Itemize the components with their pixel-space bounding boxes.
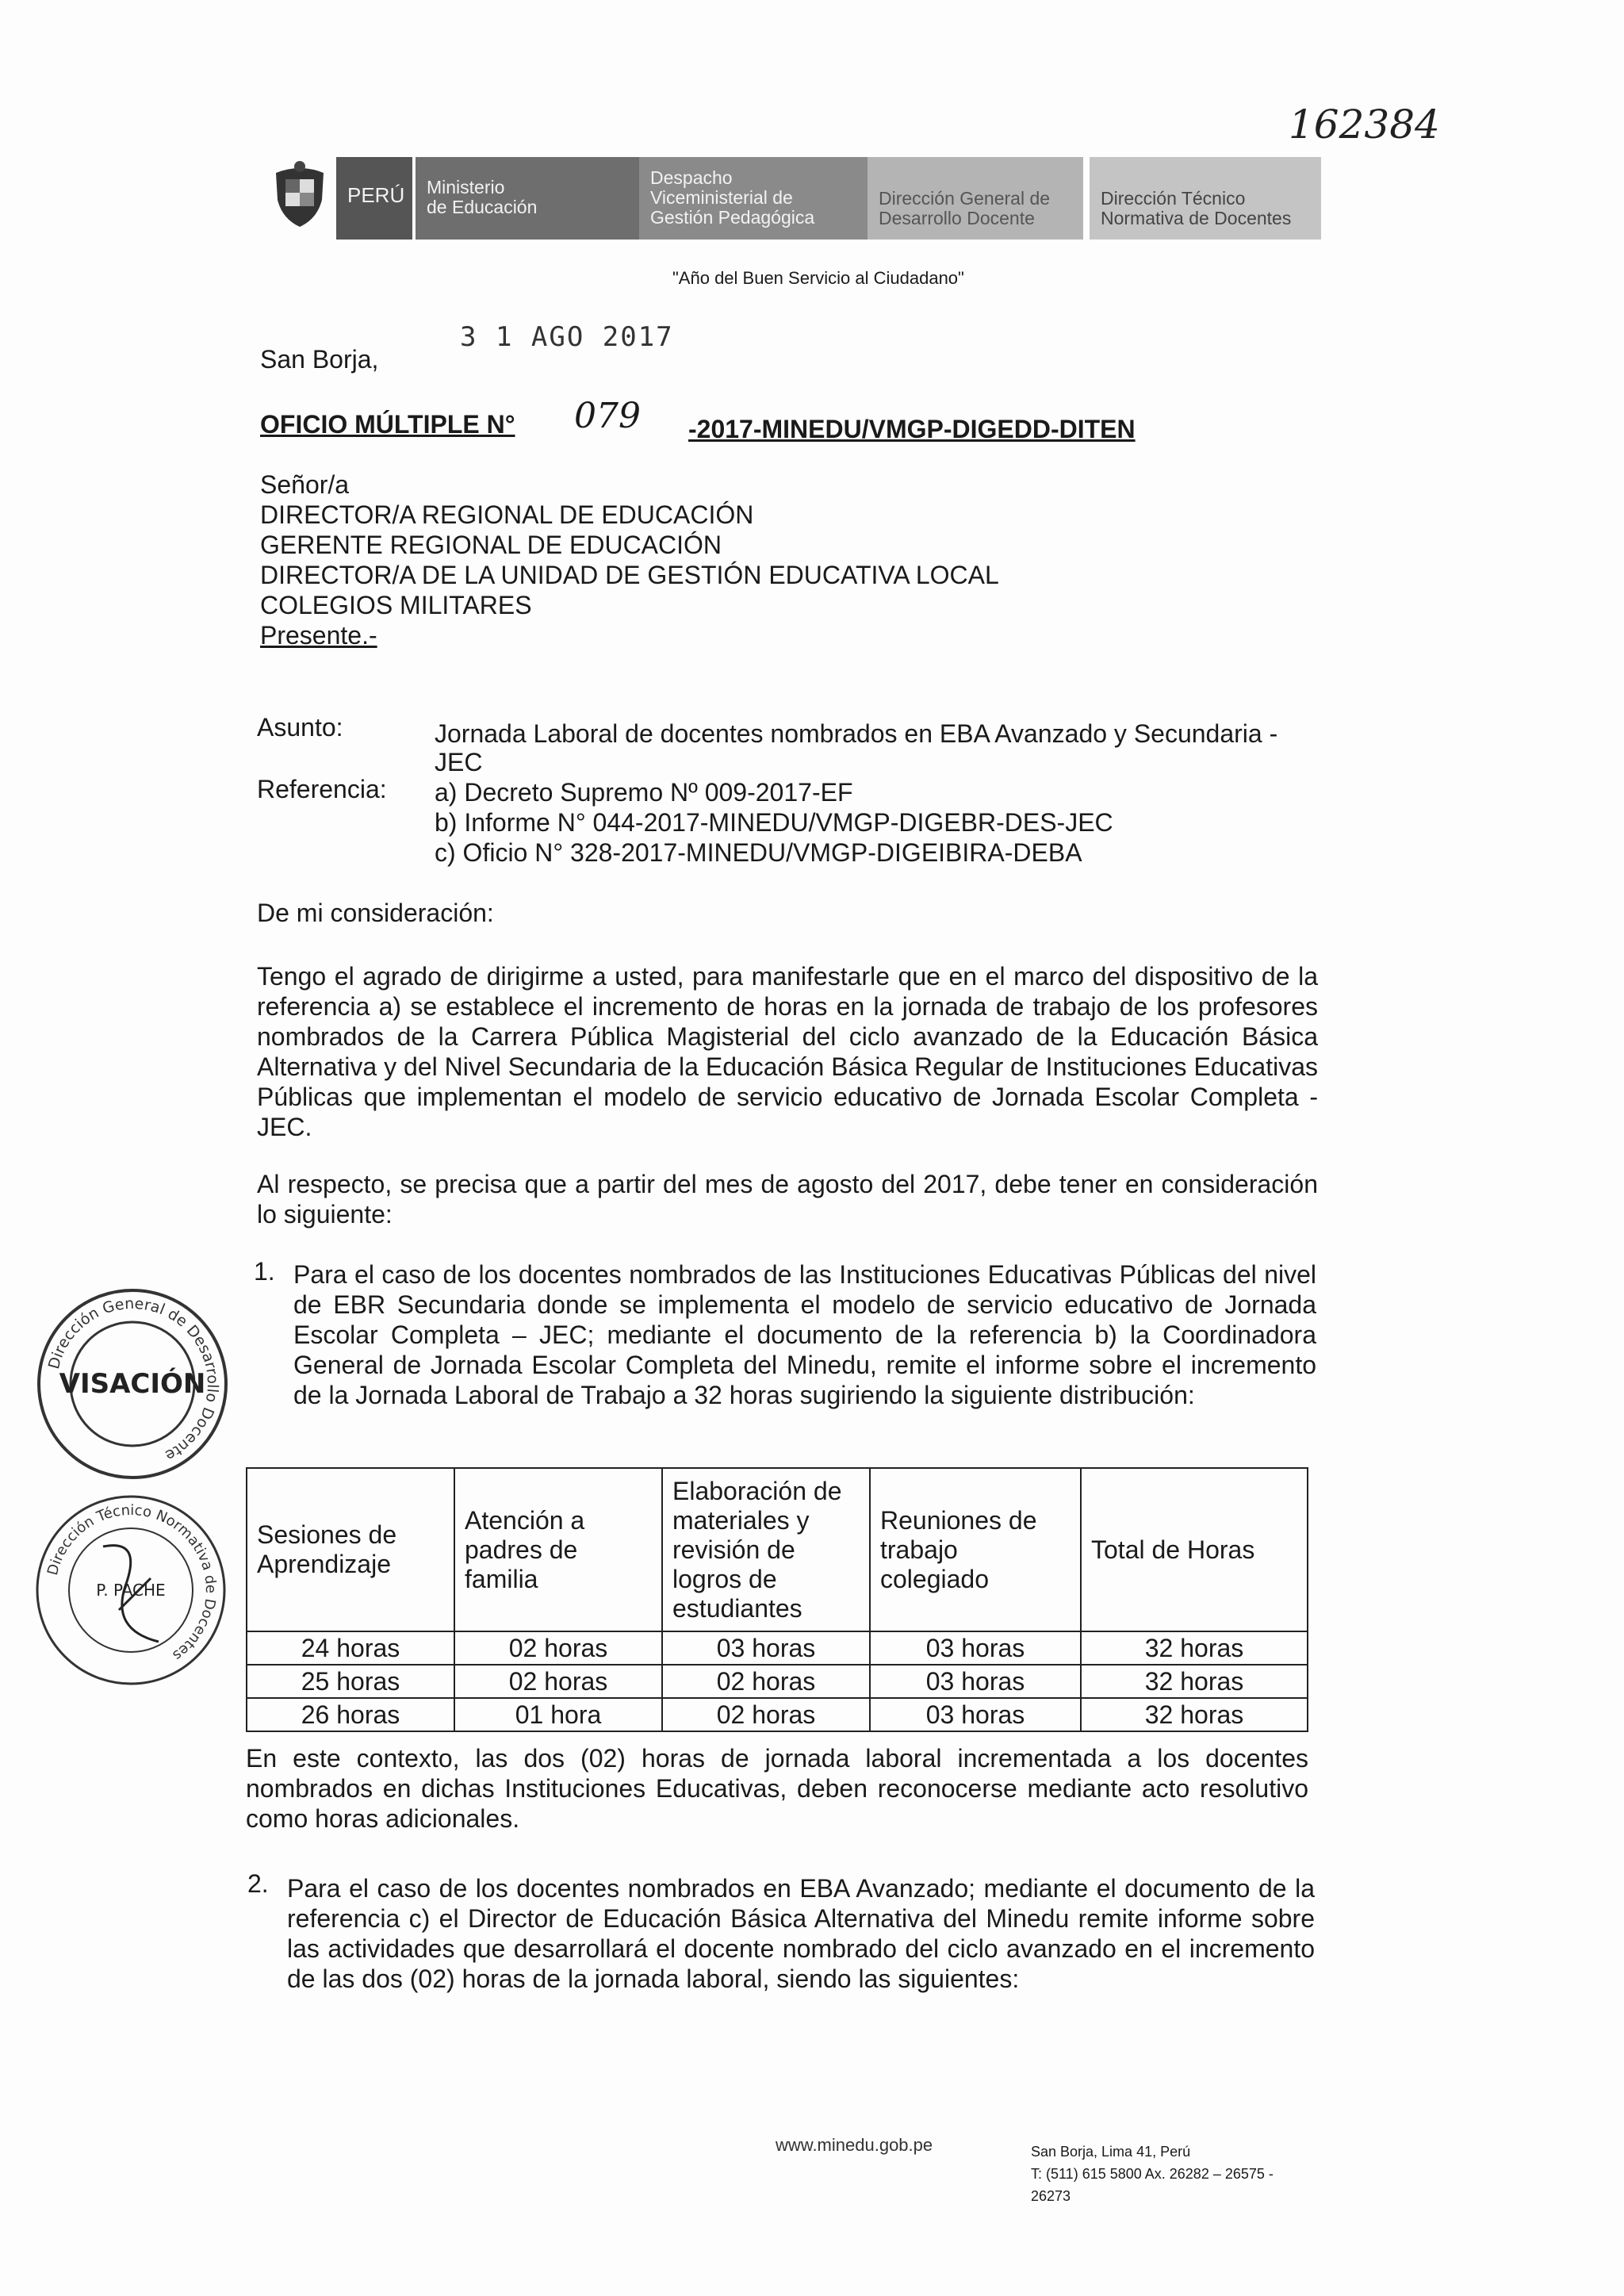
table-row	[247, 1698, 1308, 1731]
date-stamp: 3 1 AGO 2017	[460, 321, 674, 353]
visacion-ring-text: Dirección General de Desarrollo Docente	[44, 1294, 222, 1465]
asunto-line-1: Jornada Laboral de docentes nombrados en EBA Avanzado y Secundaria -	[435, 719, 1278, 748]
referencia-c: c) Oficio N° 328-2017-MINEDU/VMGP-DIGEIBIRA-DEBA	[435, 838, 1082, 867]
ministry-block	[416, 157, 639, 240]
oficio-prefix: OFICIO MÚLTIPLE N°	[260, 410, 515, 439]
peru-label-block	[336, 157, 412, 240]
recipient-1: Señor/a	[260, 470, 350, 499]
header-atencion: Atención a padres de familia	[454, 1468, 662, 1631]
hours-distribution-table	[246, 1467, 1308, 1732]
ministry-line-2: de Educación	[427, 197, 538, 217]
asunto-label: Asunto:	[257, 713, 343, 742]
year-motto: "Año del Buen Servicio al Ciudadano"	[672, 268, 964, 288]
despacho-line-2: Viceministerial de	[650, 187, 793, 208]
stamp-name: P. PACHE	[96, 1581, 166, 1600]
footer-address: San Borja, Lima 41, Perú	[1031, 2144, 1191, 2160]
salutation: De mi consideración:	[257, 899, 494, 927]
header-reuniones: Reuniones de trabajo colegiado	[870, 1468, 1081, 1631]
normativa-ring-text: Dirección Técnico Normativa de Docentes	[44, 1501, 220, 1664]
cell: 32 horas	[1081, 1665, 1308, 1698]
cell: 26 horas	[247, 1698, 454, 1731]
coat-of-arms-icon	[268, 159, 331, 230]
direccion-general-line-1: Dirección General de	[879, 188, 1051, 209]
cell: 02 horas	[662, 1698, 870, 1731]
header-sesiones: Sesiones de Aprendizaje	[247, 1468, 454, 1631]
cell: 01 hora	[454, 1698, 662, 1731]
despacho-line-3: Gestión Pedagógica	[650, 207, 815, 228]
cell: 02 horas	[454, 1631, 662, 1665]
item-1-text: Para el caso de los docentes nombrados de las Instituciones Educativas Públicas del nivel de EBR Secundaria donde se implementa el modelo de servicio educativo de Jornada Escolar Completa – JEC; mediante el documento de la referencia b) la Coordinadora General de Jornada Escolar Completa del Minedu, remite el informe sobre el incremento de la Jornada Laboral de Trabajo a 32 horas sugiriendo la siguiente distribución:	[293, 1260, 1316, 1409]
header-elaboracion: Elaboración de materiales y revisión de logros de estudiantes	[662, 1468, 870, 1631]
item-2-text: Para el caso de los docentes nombrados en EBA Avanzado; mediante el documento de la referencia c) el Director de Educación Básica Alternativa del Minedu remite informe sobre las actividades que desarrollará el docente nombrado del ciclo avanzado en el incremento de las dos (02) horas de la jornada laboral, siendo las siguientes:	[287, 1874, 1315, 1993]
recipient-5: COLEGIOS MILITARES	[260, 591, 532, 619]
cell: 24 horas	[247, 1631, 454, 1665]
recipient-4: DIRECTOR/A DE LA UNIDAD DE GESTIÓN EDUCATIVA LOCAL	[260, 561, 999, 589]
oficio-suffix: -2017-MINEDU/VMGP-DIGEDD-DITEN	[688, 415, 1136, 443]
header-total: Total de Horas	[1081, 1468, 1308, 1631]
cell: 32 horas	[1081, 1631, 1308, 1665]
cell: 03 horas	[870, 1631, 1081, 1665]
cell: 03 horas	[662, 1631, 870, 1665]
table-header-row	[247, 1468, 1308, 1631]
paragraph-respecto: Al respecto, se precisa que a partir del mes de agosto del 2017, debe tener en consideración lo siguiente:	[257, 1170, 1318, 1228]
direccion-tecnico-line-2: Normativa de Docentes	[1101, 208, 1292, 228]
cell: 03 horas	[870, 1698, 1081, 1731]
paragraph-intro: Tengo el agrado de dirigirme a usted, para manifestarle que en el marco del dispositivo de la referencia a) se establece el incremento de horas en la jornada de trabajo de los profesores nombrados de la Carrera Pública Magisterial del ciclo avanzado de la Educación Básica Alternativa y del Nivel Secundaria de la Educación Básica Regular de Instituciones Educativas Públicas que implementan el modelo de servicio educativo de Jornada Escolar Completa - JEC.	[257, 962, 1318, 1141]
footer-ext: 26273	[1031, 2188, 1071, 2204]
cell: 25 horas	[247, 1665, 454, 1698]
direccion-tecnico-line-1: Dirección Técnico	[1101, 188, 1246, 209]
visacion-label: VISACIÓN	[59, 1368, 206, 1400]
despacho-line-1: Despacho	[650, 167, 733, 188]
place: San Borja,	[260, 345, 379, 374]
recipient-3: GERENTE REGIONAL DE EDUCACIÓN	[260, 531, 722, 559]
recipient-2: DIRECTOR/A REGIONAL DE EDUCACIÓN	[260, 500, 754, 529]
cell: 02 horas	[662, 1665, 870, 1698]
ministry-line-1: Ministerio	[427, 177, 505, 197]
cell: 03 horas	[870, 1665, 1081, 1698]
despacho-block	[639, 157, 868, 240]
registry-number: 162384	[1289, 102, 1440, 148]
visacion-stamp	[33, 1285, 232, 1483]
paragraph-contexto: En este contexto, las dos (02) horas de jornada laboral incrementada a los docentes nombrados en dichas Instituciones Educativas, deben reconocerse mediante acto resolutivo como horas adicionales.	[246, 1744, 1308, 1833]
table-row	[247, 1665, 1308, 1698]
footer-phone: T: (511) 615 5800 Ax. 26282 – 26575 -	[1031, 2166, 1274, 2182]
referencia-b: b) Informe N° 044-2017-MINEDU/VMGP-DIGEBR-DES-JEC	[435, 808, 1113, 837]
direccion-general-line-2: Desarrollo Docente	[879, 208, 1035, 228]
referencia-label: Referencia:	[257, 775, 387, 803]
footer-website: www.minedu.gob.pe	[776, 2135, 933, 2155]
oficio-number: 079	[574, 396, 641, 436]
table-row	[247, 1631, 1308, 1665]
direccion-general-block	[868, 157, 1083, 240]
normativa-stamp	[32, 1491, 230, 1689]
cell: 32 horas	[1081, 1698, 1308, 1731]
direccion-tecnico-block	[1090, 157, 1321, 240]
peru-label: PERÚ	[347, 183, 405, 207]
referencia-a: a) Decreto Supremo Nº 009-2017-EF	[435, 778, 853, 807]
item-1-number: 1.	[254, 1257, 275, 1286]
asunto-line-2: JEC	[435, 748, 483, 776]
item-2-number: 2.	[247, 1869, 269, 1898]
cell: 02 horas	[454, 1665, 662, 1698]
presente: Presente.-	[260, 621, 377, 650]
